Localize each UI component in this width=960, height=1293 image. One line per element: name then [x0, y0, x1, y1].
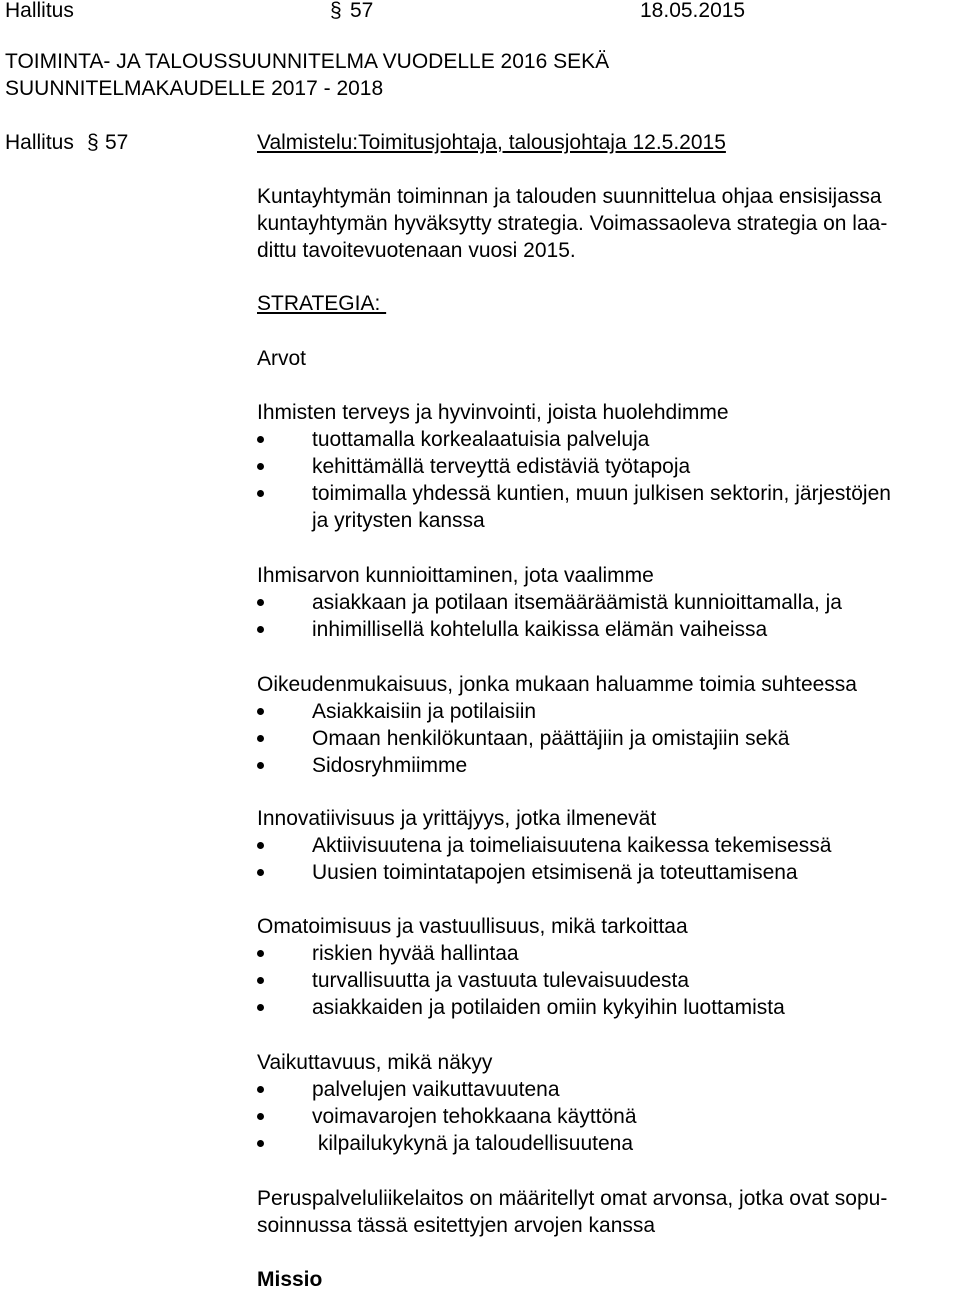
- values-heading: Arvot: [257, 347, 307, 370]
- bullet-dot-icon: [257, 708, 264, 715]
- document-title-line-2: SUUNNITELMAKAUDELLE 2017 - 2018: [5, 77, 384, 100]
- bullet-dot-icon: [257, 1086, 264, 1093]
- bullet-dot-icon: [257, 490, 264, 497]
- strategy-heading: STRATEGIA:: [257, 292, 387, 315]
- value-bullet-list: [257, 698, 957, 779]
- bullet-item: palvelujen vaikuttavuutena: [257, 1076, 957, 1103]
- meta-body-label: Hallitus: [5, 131, 74, 154]
- mission-heading: Missio: [257, 1268, 323, 1291]
- bullet-item: voimavarojen tehokkaana käyttönä: [257, 1103, 957, 1130]
- bullet-item: riskien hyvää hallintaa: [257, 940, 957, 967]
- intro-line: Kuntayhtymän toiminnan ja talouden suunnittelua ohjaa ensisijassa: [257, 185, 882, 208]
- header-body-label: Hallitus: [5, 0, 74, 22]
- bullet-dot-icon: [257, 762, 264, 769]
- value-group-heading: Ihmisten terveys ja hyvinvointi, joista huolehdimme: [257, 401, 729, 424]
- intro-line: kuntayhtymän hyväksytty strategia. Voimassaoleva strategia on laa-: [257, 212, 888, 235]
- bullet-item: tuottamalla korkealaatuisia palveluja: [257, 426, 957, 453]
- bullet-item: Asiakkaisiin ja potilaisiin: [257, 698, 957, 725]
- header-date: 18.05.2015: [640, 0, 746, 22]
- bullet-item: Aktiivisuutena ja toimeliaisuutena kaikessa tekemisessä: [257, 832, 957, 859]
- bullet-item: toimimalla yhdessä kuntien, muun julkisen sektorin, järjestöjen ja yritysten kanssa: [257, 480, 957, 534]
- bullet-dot-icon: [257, 869, 264, 876]
- header-section-number: 57: [350, 0, 374, 22]
- value-group: [257, 805, 957, 886]
- meta-section-number: 57: [105, 131, 129, 154]
- bullet-item: Sidosryhmiimme: [257, 752, 957, 779]
- bullet-dot-icon: [257, 842, 264, 849]
- meta-section-symbol: §: [87, 131, 99, 154]
- value-group-heading: Ihmisarvon kunnioittaminen, jota vaalimme: [257, 564, 654, 587]
- bullet-dot-icon: [257, 626, 264, 633]
- value-group-heading: Oikeudenmukaisuus, jonka mukaan haluamme toimia suhteessa: [257, 673, 857, 696]
- bullet-item: kehittämällä terveyttä edistäviä työtapoja: [257, 453, 957, 480]
- bullet-dot-icon: [257, 950, 264, 957]
- value-bullet-list: [257, 832, 957, 886]
- value-group-heading: Innovatiivisuus ja yrittäjyys, jotka ilmenevät: [257, 807, 657, 830]
- closing-paragraph: [257, 1185, 887, 1239]
- bullet-dot-icon: [257, 599, 264, 606]
- bullet-dot-icon: [257, 436, 264, 443]
- bullet-dot-icon: [257, 735, 264, 742]
- value-group-heading: Omatoimisuus ja vastuullisuus, mikä tarkoittaa: [257, 915, 688, 938]
- intro-line: dittu tavoitevuotenaan vuosi 2015.: [257, 239, 576, 262]
- bullet-dot-icon: [257, 1004, 264, 1011]
- bullet-item: Omaan henkilökuntaan, päättäjiin ja omistajiin sekä: [257, 725, 957, 752]
- value-group: [257, 562, 957, 643]
- bullet-item: Uusien toimintatapojen etsimisenä ja toteuttamisena: [257, 859, 957, 886]
- value-group: [257, 399, 957, 534]
- bullet-dot-icon: [257, 977, 264, 984]
- bullet-item: turvallisuutta ja vastuuta tulevaisuudesta: [257, 967, 957, 994]
- document-title-line-1: TOIMINTA- JA TALOUSSUUNNITELMA VUODELLE 2016 SEKÄ: [5, 50, 610, 73]
- value-bullet-list: [257, 589, 957, 643]
- bullet-dot-icon: [257, 463, 264, 470]
- bullet-item: inhimillisellä kohtelulla kaikissa elämän vaiheissa: [257, 616, 957, 643]
- value-bullet-list: [257, 426, 957, 534]
- closing-line: soinnussa tässä esitettyjen arvojen kanssa: [257, 1214, 656, 1237]
- value-group: [257, 1049, 957, 1157]
- preparation-line: Valmistelu:Toimitusjohtaja, talousjohtaja 12.5.2015: [257, 131, 726, 154]
- bullet-item: asiakkaiden ja potilaiden omiin kykyihin luottamista: [257, 994, 957, 1021]
- value-bullet-list: [257, 940, 957, 1021]
- value-group: [257, 671, 957, 779]
- intro-paragraph: [257, 183, 887, 264]
- value-group-heading: Vaikuttavuus, mikä näkyy: [257, 1051, 493, 1074]
- header-section-symbol: §: [330, 0, 342, 22]
- bullet-dot-icon: [257, 1113, 264, 1120]
- closing-line: Peruspalveluliikelaitos on määritellyt omat arvonsa, jotka ovat sopu-: [257, 1187, 888, 1210]
- bullet-dot-icon: [257, 1140, 264, 1147]
- value-group: [257, 913, 957, 1021]
- bullet-item: kilpailukykynä ja taloudellisuutena: [257, 1130, 957, 1157]
- value-bullet-list: [257, 1076, 957, 1157]
- bullet-item: asiakkaan ja potilaan itsemääräämistä kunnioittamalla, ja: [257, 589, 957, 616]
